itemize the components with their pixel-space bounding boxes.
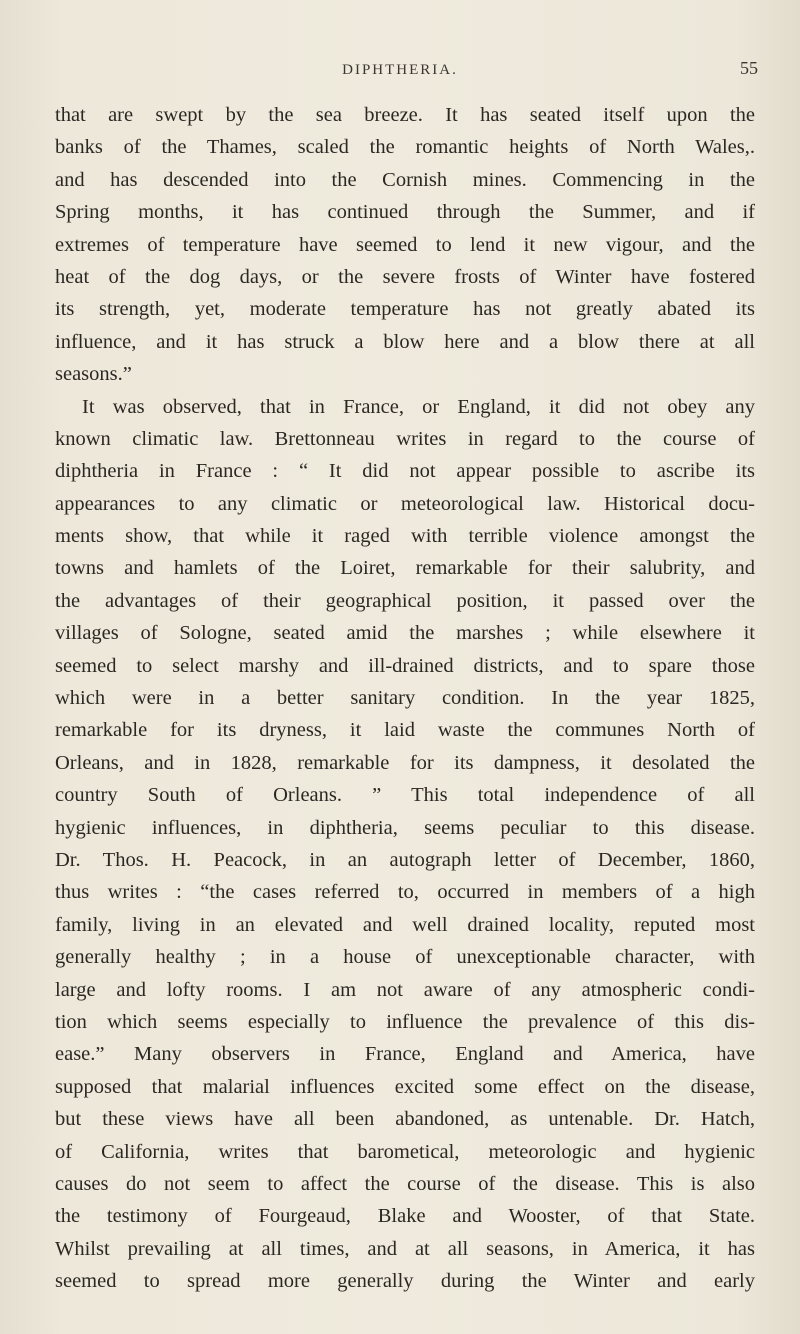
text-line: which were in a better sanitary condition. In the year 1825, [55, 687, 755, 710]
text-line: causes do not seem to affect the course of the disease. This is also [55, 1172, 755, 1195]
text-line: Spring months, it has continued through the Summer, and if [55, 201, 755, 224]
text-line: family, living in an elevated and well drained locality, reputed most [55, 913, 755, 936]
text-line: of California, writes that barometical, meteorologic and hygienic [55, 1140, 755, 1163]
text-line: ease.” Many observers in France, England and America, have [55, 1043, 755, 1066]
text-line: ments show, that while it raged with terrible violence amongst the [55, 525, 755, 548]
page-number: 55 [740, 58, 758, 78]
running-head [0, 58, 800, 86]
text-line: seemed to spread more generally during the Winter and early [55, 1270, 755, 1293]
text-line: the testimony of Fourgeaud, Blake and Wooster, of that State. [55, 1205, 755, 1228]
text-line: known climatic law. Brettonneau writes in regard to the course of [55, 427, 755, 450]
running-title: DIPHTHERIA. [342, 62, 458, 78]
text-line: hygienic influences, in diphtheria, seems peculiar to this disease. [55, 816, 755, 839]
text-line: heat of the dog days, or the severe frosts of Winter have fostered [55, 265, 755, 288]
text-line: supposed that malarial influences excited some effect on the disease, [55, 1075, 755, 1098]
text-line: Whilst prevailing at all times, and at all seasons, in America, it has [55, 1237, 755, 1260]
text-line: its strength, yet, moderate temperature has not greatly abated its [55, 298, 755, 321]
text-line: thus writes : “the cases referred to, occurred in members of a high [55, 881, 755, 904]
text-line: seemed to select marshy and ill-drained districts, and to spare those [55, 654, 755, 677]
text-line: influence, and it has struck a blow here and a blow there at all [55, 330, 755, 353]
text-line: and has descended into the Cornish mines. Commencing in the [55, 168, 755, 191]
text-line: tion which seems especially to influence the prevalence of this dis- [55, 1010, 755, 1033]
text-line: diphtheria in France : “ It did not appear possible to ascribe its [55, 460, 755, 483]
text-line: Dr. Thos. H. Peacock, in an autograph letter of December, 1860, [55, 848, 755, 871]
text-line: extremes of temperature have seemed to lend it new vigour, and the [55, 233, 755, 256]
text-line: appearances to any climatic or meteorological law. Historical docu- [55, 492, 755, 515]
text-line: villages of Sologne, seated amid the marshes ; while elsewhere it [55, 622, 755, 645]
text-line: remarkable for its dryness, it laid waste the communes North of [55, 719, 755, 742]
text-line: Orleans, and in 1828, remarkable for its dampness, it desolated the [55, 751, 755, 774]
text-line: large and lofty rooms. I am not aware of any atmospheric condi- [55, 978, 755, 1001]
text-line: that are swept by the sea breeze. It has seated itself upon the [55, 104, 755, 126]
text-line: country South of Orleans. ” This total independence of all [55, 784, 755, 807]
text-line: generally healthy ; in a house of unexceptionable character, with [55, 946, 755, 969]
text-line: seasons.” [55, 363, 132, 386]
body-text [55, 99, 755, 1297]
text-line: It was observed, that in France, or England, it did not obey any [82, 395, 755, 418]
text-line: but these views have all been abandoned, as untenable. Dr. Hatch, [55, 1108, 755, 1131]
text-line: banks of the Thames, scaled the romantic heights of North Wales,. [55, 136, 755, 159]
text-line: towns and hamlets of the Loiret, remarkable for their salubrity, and [55, 557, 755, 580]
text-line: the advantages of their geographical position, it passed over the [55, 589, 755, 612]
